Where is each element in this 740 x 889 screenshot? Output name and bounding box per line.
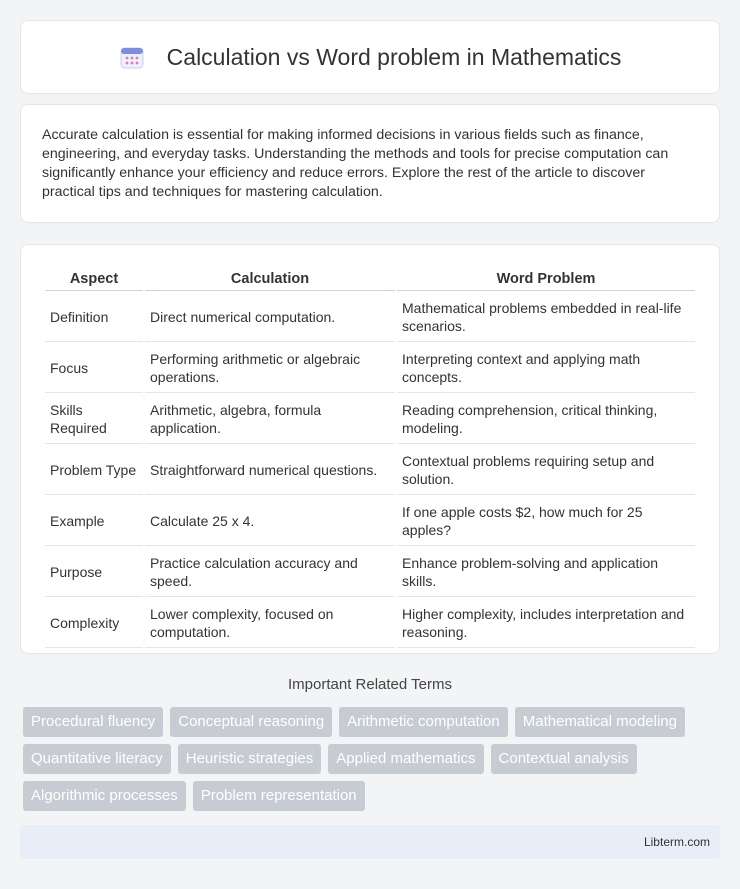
related-term-tag[interactable]: Mathematical modeling	[515, 707, 685, 737]
word-problem-cell: Interpreting context and applying math concepts.	[397, 344, 695, 393]
aspect-cell: Example	[45, 497, 143, 546]
calendar-icon	[119, 44, 145, 70]
page-title: Calculation vs Word problem in Mathematics	[166, 43, 622, 70]
related-terms-list	[23, 707, 723, 811]
word-problem-cell: Contextual problems requiring setup and solution.	[397, 446, 695, 495]
table-row	[45, 599, 695, 648]
related-term-tag[interactable]: Procedural fluency	[23, 707, 163, 737]
intro-paragraph: Accurate calculation is essential for making informed decisions in various fields such as finance, engineering, and everyday tasks. Understanding the methods and tools for precise computation can significantly enhance your efficiency and reduce errors. Explore the rest of the article to discover practical tips and techniques for mastering calculation.	[42, 127, 669, 200]
related-term-tag[interactable]: Contextual analysis	[491, 744, 637, 774]
word-problem-cell: If one apple costs $2, how much for 25 apples?	[397, 497, 695, 546]
word-problem-cell: Mathematical problems embedded in real-life scenarios.	[397, 293, 695, 342]
calculation-cell: Arithmetic, algebra, formula application.	[145, 395, 395, 444]
aspect-cell: Definition	[45, 293, 143, 342]
related-term-tag[interactable]: Heuristic strategies	[178, 744, 322, 774]
header-aspect: Aspect	[45, 267, 143, 291]
related-term-tag[interactable]: Arithmetic computation	[339, 707, 508, 737]
aspect-cell: Problem Type	[45, 446, 143, 495]
comparison-table-card	[20, 244, 720, 654]
title-card	[20, 20, 720, 94]
comparison-table	[43, 265, 697, 650]
header-calculation: Calculation	[145, 267, 395, 291]
related-terms-title: Important Related Terms	[288, 676, 452, 693]
table-row	[45, 395, 695, 444]
related-term-tag[interactable]: Applied mathematics	[328, 744, 483, 774]
table-row	[45, 293, 695, 342]
table-row	[45, 446, 695, 495]
intro-card	[20, 104, 720, 223]
word-problem-cell: Enhance problem-solving and application skills.	[397, 548, 695, 597]
aspect-cell: Skills Required	[45, 395, 143, 444]
related-term-tag[interactable]: Quantitative literacy	[23, 744, 171, 774]
aspect-cell: Focus	[45, 344, 143, 393]
table-row	[45, 344, 695, 393]
table-row	[45, 497, 695, 546]
calculation-cell: Calculate 25 x 4.	[145, 497, 395, 546]
related-term-tag[interactable]: Algorithmic processes	[23, 781, 186, 811]
footer	[20, 825, 720, 859]
word-problem-cell: Reading comprehension, critical thinking, modeling.	[397, 395, 695, 444]
calculation-cell: Straightforward numerical questions.	[145, 446, 395, 495]
header-word-problem: Word Problem	[397, 267, 695, 291]
calculation-cell: Performing arithmetic or algebraic operations.	[145, 344, 395, 393]
related-term-tag[interactable]: Problem representation	[193, 781, 365, 811]
related-term-tag[interactable]: Conceptual reasoning	[170, 707, 332, 737]
table-header-row	[45, 267, 695, 291]
aspect-cell: Complexity	[45, 599, 143, 648]
aspect-cell: Purpose	[45, 548, 143, 597]
calculation-cell: Direct numerical computation.	[145, 293, 395, 342]
calculation-cell: Practice calculation accuracy and speed.	[145, 548, 395, 597]
footer-site-link[interactable]: Libterm.com	[643, 835, 710, 849]
table-row	[45, 548, 695, 597]
calculation-cell: Lower complexity, focused on computation.	[145, 599, 395, 648]
word-problem-cell: Higher complexity, includes interpretation and reasoning.	[397, 599, 695, 648]
